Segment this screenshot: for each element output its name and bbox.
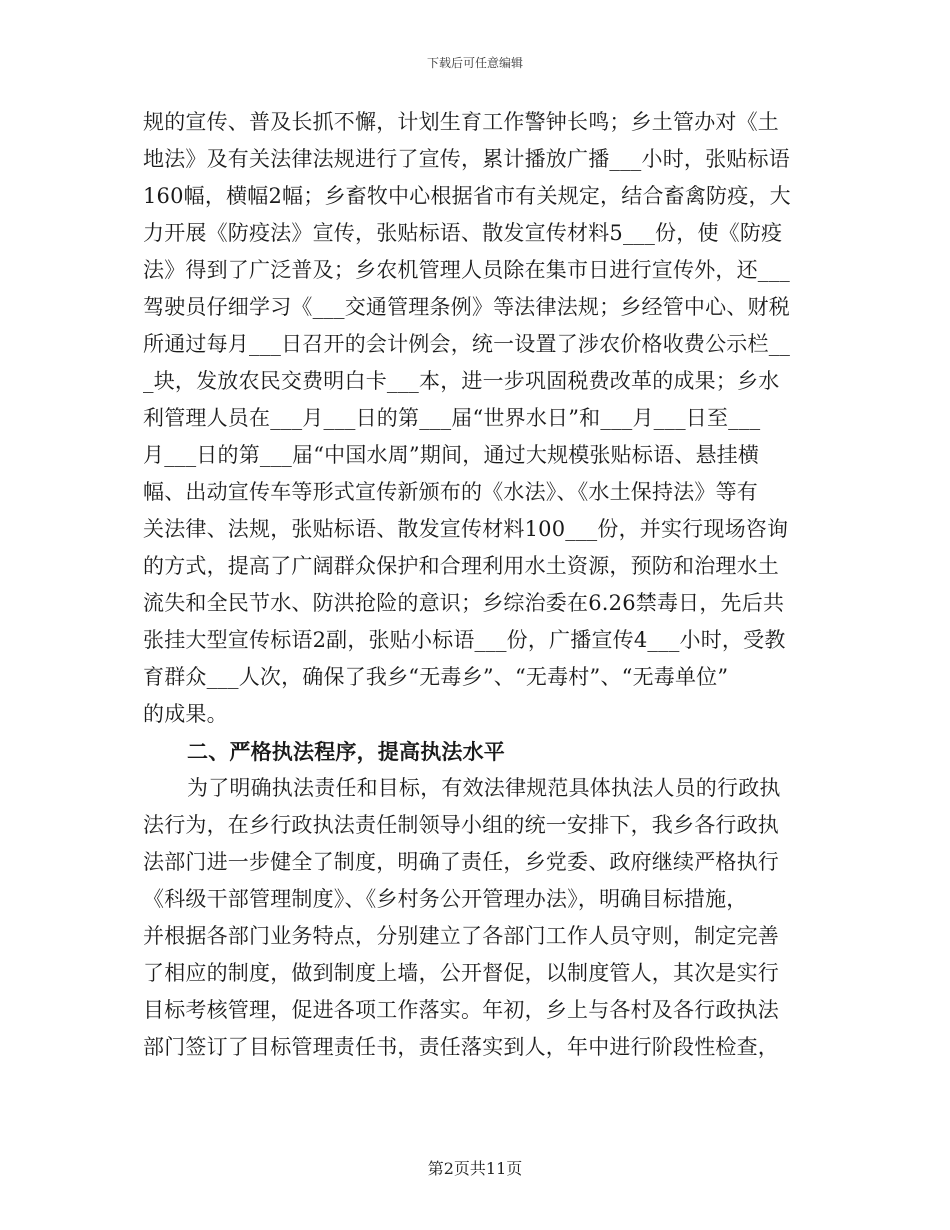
paragraph-line: 并根据各部门业务特点，分别建立了各部门工作人员守则，制定完善: [143, 924, 779, 948]
paragraph-line: 驾驶员仔细学习《___交通管理条例》等法律法规；乡经管中心、财税: [143, 295, 790, 319]
paragraph-line: 目标考核管理，促进各项工作落实。年初，乡上与各村及各行政执法: [143, 998, 779, 1022]
paragraph-line: 所通过每月___日召开的会计例会，统一设置了涉农价格收费公示栏__: [143, 332, 791, 356]
paragraph-line: 规的宣传、普及长抓不懈，计划生育工作警钟长鸣；乡土管办对《土: [143, 110, 779, 134]
section-heading: 二、严格执法程序，提高执法水平: [187, 739, 505, 764]
paragraph-line: 月___日的第___届“中国水周”期间，通过大规模张贴标语、悬挂横: [143, 443, 760, 467]
paragraph-line: 关法律、法规，张贴标语、散发宣传材料100___份，并实行现场咨询: [143, 517, 789, 541]
paragraph-line: 《科级干部管理制度》、《乡村务公开管理办法》，明确目标措施，: [143, 887, 748, 911]
document-body: [143, 104, 811, 1066]
page-number: 第2页共11页: [427, 1159, 523, 1178]
paragraph-line: 地法》及有关法律法规进行了宣传，累计播放广播___小时，张贴标语: [143, 147, 790, 171]
paragraph-line: 张挂大型宣传标语2副，张贴小标语___份，广播宣传4___小时，受教: [143, 628, 786, 652]
page-header: 下载后可任意编辑: [426, 56, 523, 70]
paragraph-line: 的方式，提高了广阔群众保护和合理利用水土资源，预防和治理水土: [143, 554, 779, 578]
paragraph-line: 160幅，横幅2幅；乡畜牧中心根据省市有关规定，结合畜禽防疫，大: [143, 184, 791, 208]
paragraph-line: 为了明确执法责任和目标，有效法律规范具体执法人员的行政执: [187, 776, 781, 800]
paragraph-line: 部门签订了目标管理责任书，责任落实到人，年中进行阶段性检查，: [143, 1035, 779, 1059]
paragraph-line: 育群众___人次，确保了我乡“无毒乡”、“无毒村”、“无毒单位”: [143, 665, 729, 689]
paragraph-line: 幅、出动宣传车等形式宣传新颁布的《水法》、《水土保持法》等有: [143, 480, 758, 504]
paragraph-line: 法行为，在乡行政执法责任制领导小组的统一安排下，我乡各行政执: [143, 813, 779, 837]
paragraph-line: 利管理人员在___月___日的第___届“世界水日”和___月___日至___: [143, 406, 761, 430]
paragraph-line: 的成果。: [143, 702, 228, 726]
paragraph-line: 流失和全民节水、防洪抢险的意识；乡综治委在6.26禁毒日，先后共: [143, 591, 785, 615]
paragraph-line: 了相应的制度，做到制度上墙，公开督促，以制度管人，其次是实行: [143, 961, 779, 985]
paragraph-line: 力开展《防疫法》宣传，张贴标语、散发宣传材料5___份，使《防疫: [143, 221, 783, 245]
paragraph-line: 法部门进一步健全了制度，明确了责任，乡党委、政府继续严格执行: [143, 850, 779, 874]
paragraph-line: 法》得到了广泛普及；乡农机管理人员除在集市日进行宣传外，还___: [143, 258, 790, 282]
paragraph-line: _块，发放农民交费明白卡___本，进一步巩固税费改革的成果；乡水: [143, 369, 780, 393]
